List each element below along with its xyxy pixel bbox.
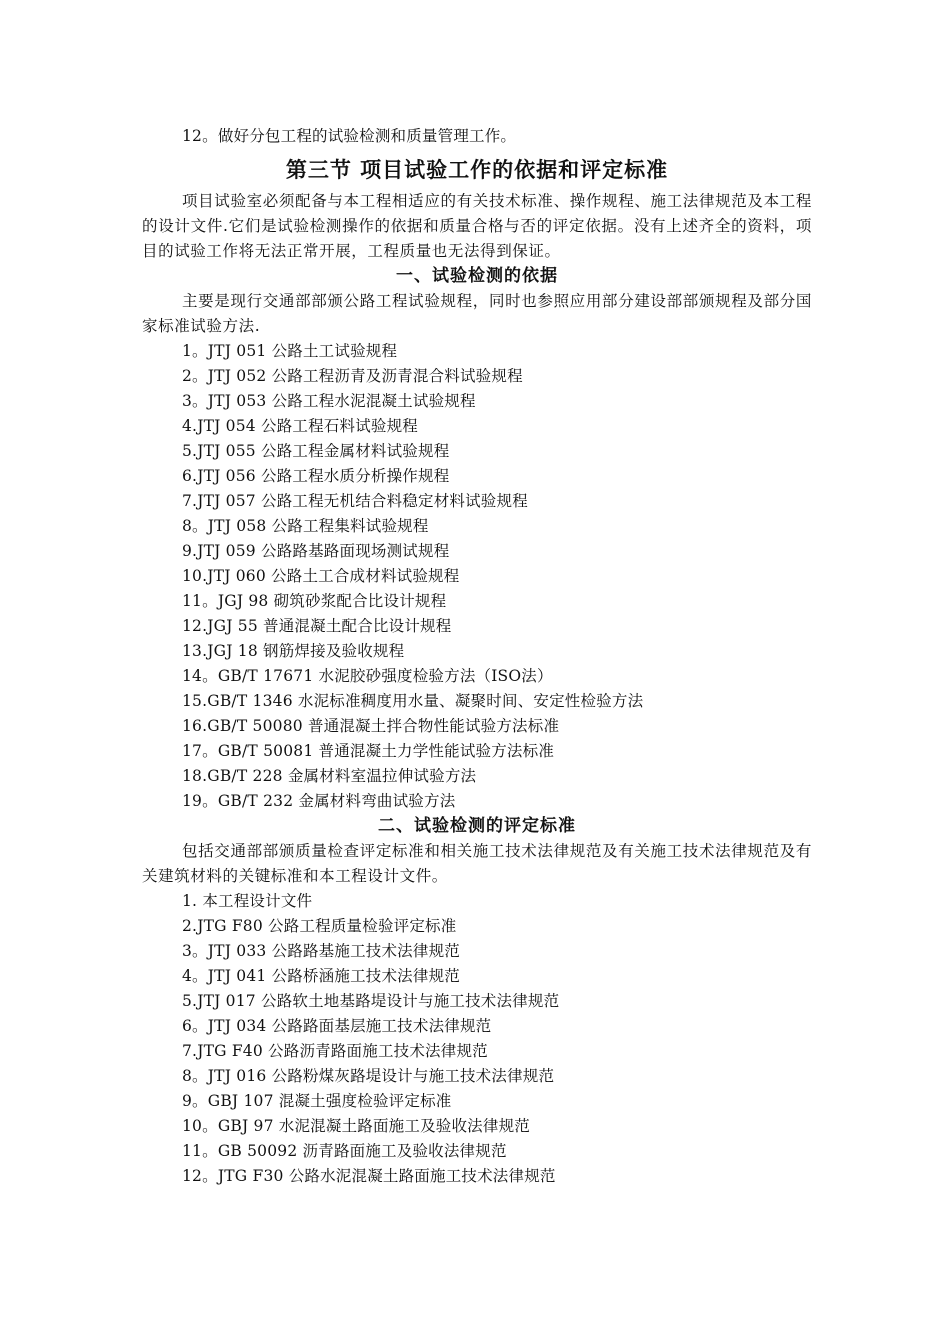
list-item: 1。JTJ 051 公路土工试验规程 (182, 342, 398, 360)
list-item: 4。JTJ 041 公路桥涵施工技术法律规范 (182, 967, 460, 985)
document-page (142, 124, 812, 1189)
standards-list (142, 889, 812, 1189)
intro-item: 12。做好分包工程的试验检测和质量管理工作。 (182, 127, 517, 145)
list-item: 8。JTJ 058 公路工程集料试验规程 (182, 517, 429, 535)
list-item: 9.JTJ 059 公路路基路面现场测试规程 (182, 542, 450, 560)
list-item: 10.JTJ 060 公路土工合成材料试验规程 (182, 567, 460, 585)
list-item: 12。JTG F30 公路水泥混凝土路面施工技术法律规范 (182, 1167, 556, 1185)
list-item: 9。GBJ 107 混凝土强度检验评定标准 (182, 1092, 452, 1110)
list-item: 1. 本工程设计文件 (182, 892, 313, 910)
list-item: 4.JTJ 054 公路工程石料试验规程 (182, 417, 418, 435)
list-item: 10。GBJ 97 水泥混凝土路面施工及验收法律规范 (182, 1117, 530, 1135)
standards-paragraph: 包括交通部部颁质量检查评定标准和相关施工技术法律规范及有关施工技术法律规范及有关建筑材料的关键标准和本工程设计文件。 (142, 842, 812, 885)
list-item: 13.JGJ 18 钢筋焊接及验收规程 (182, 642, 405, 660)
list-item: 19。GB/T 232 金属材料弯曲试验方法 (182, 792, 456, 810)
list-item: 8。JTJ 016 公路粉煤灰路堤设计与施工技术法律规范 (182, 1067, 555, 1085)
list-item: 7.JTJ 057 公路工程无机结合料稳定材料试验规程 (182, 492, 528, 510)
list-item: 12.JGJ 55 普通混凝土配合比设计规程 (182, 617, 452, 635)
list-item: 2.JTG F80 公路工程质量检验评定标准 (182, 917, 457, 935)
list-item: 7.JTG F40 公路沥青路面施工技术法律规范 (182, 1042, 488, 1060)
standards-heading: 二、试验检测的评定标准 (378, 816, 576, 836)
list-item: 3。JTJ 053 公路工程水泥混凝土试验规程 (182, 392, 476, 410)
list-item: 17。GB/T 50081 普通混凝土力学性能试验方法标准 (182, 742, 555, 760)
basis-paragraph: 主要是现行交通部部颁公路工程试验规程，同时也参照应用部分建设部部颁规程及部分国家标准试验方法. (142, 292, 812, 335)
list-item: 18.GB/T 228 金属材料室温拉伸试验方法 (182, 767, 477, 785)
list-item: 11。GB 50092 沥青路面施工及验收法律规范 (182, 1142, 507, 1160)
list-item: 15.GB/T 1346 水泥标准稠度用水量、凝聚时间、安定性检验方法 (182, 692, 644, 710)
list-item: 11。JGJ 98 砌筑砂浆配合比设计规程 (182, 592, 447, 610)
section-paragraph: 项目试验室必须配备与本工程相适应的有关技术标准、操作规程、施工法律规范及本工程的设计文件.它们是试验检测操作的依据和质量合格与否的评定依据。没有上述齐全的资料，项目的试验工作将无法正常开展，工程质量也无法得到保证。 (142, 192, 812, 260)
list-item: 6。JTJ 034 公路路面基层施工技术法律规范 (182, 1017, 492, 1035)
list-item: 5.JTJ 017 公路软土地基路堤设计与施工技术法律规范 (182, 992, 560, 1010)
list-item: 14。GB/T 17671 水泥胶砂强度检验方法（ISO法） (182, 667, 553, 685)
list-item: 16.GB/T 50080 普通混凝土拌合物性能试验方法标准 (182, 717, 560, 735)
basis-heading: 一、试验检测的依据 (396, 266, 558, 286)
list-item: 2。JTJ 052 公路工程沥青及沥青混合料试验规程 (182, 367, 523, 385)
section-title: 第三节 项目试验工作的依据和评定标准 (285, 157, 669, 182)
list-item: 5.JTJ 055 公路工程金属材料试验规程 (182, 442, 450, 460)
basis-list (142, 339, 812, 814)
list-item: 3。JTJ 033 公路路基施工技术法律规范 (182, 942, 460, 960)
list-item: 6.JTJ 056 公路工程水质分析操作规程 (182, 467, 450, 485)
